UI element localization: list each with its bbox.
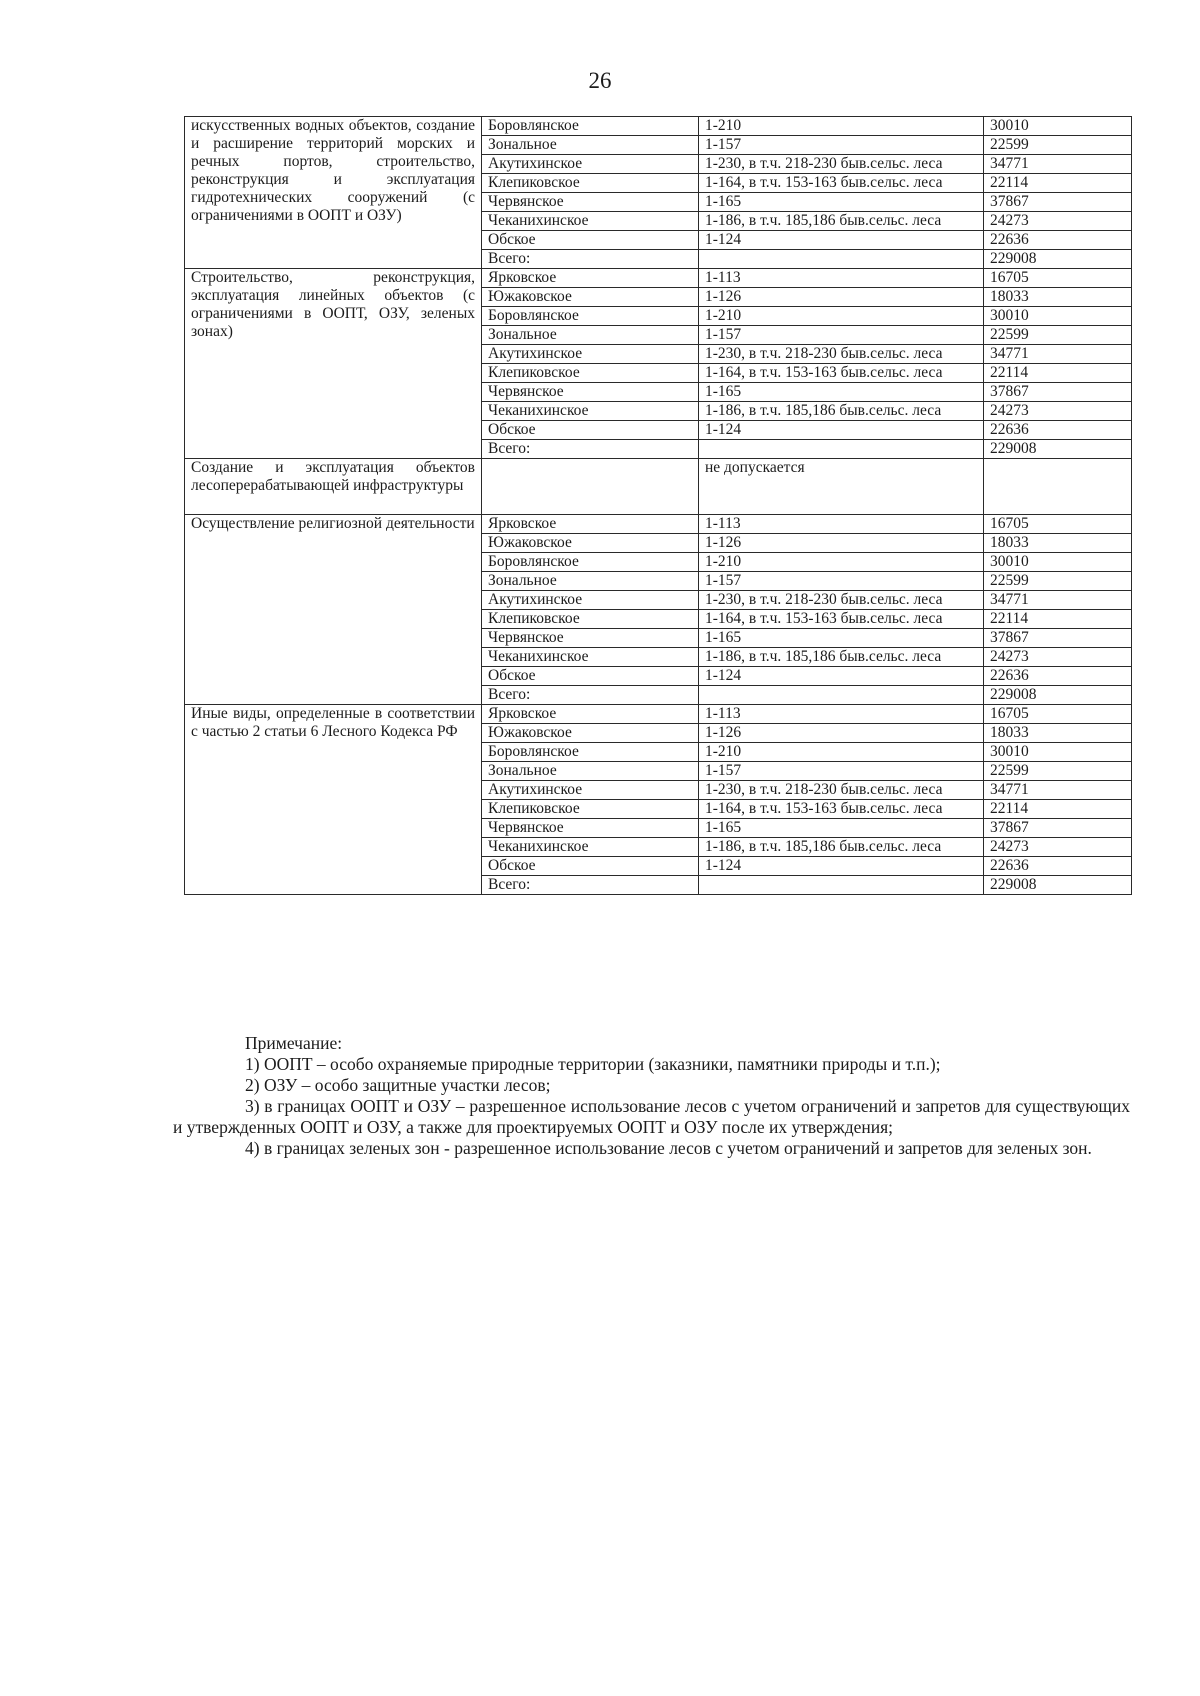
area-cell: 16705 bbox=[984, 269, 1132, 288]
quarters-cell: 1-230, в т.ч. 218-230 быв.сельс. леса bbox=[699, 781, 984, 800]
forestry-cell: Клепиковское bbox=[482, 174, 699, 193]
forestry-cell: Чеканихинское bbox=[482, 838, 699, 857]
quarters-cell: 1-157 bbox=[699, 136, 984, 155]
area-cell: 30010 bbox=[984, 117, 1132, 136]
purpose-cell: Создание и эксплуатация объектов лесоперерабатывающей инфраструктуры bbox=[185, 459, 482, 515]
quarters-cell: 1-165 bbox=[699, 819, 984, 838]
forestry-cell: Акутихинское bbox=[482, 591, 699, 610]
quarters-cell: 1-210 bbox=[699, 553, 984, 572]
area-cell: 30010 bbox=[984, 743, 1132, 762]
forestry-cell: Чеканихинское bbox=[482, 212, 699, 231]
forestry-cell: Зональное bbox=[482, 326, 699, 345]
quarters-cell: 1-126 bbox=[699, 724, 984, 743]
forestry-cell: Ярковское bbox=[482, 705, 699, 724]
quarters-cell: 1-124 bbox=[699, 231, 984, 250]
forestry-cell: Обское bbox=[482, 857, 699, 876]
area-cell: 18033 bbox=[984, 724, 1132, 743]
forestry-cell bbox=[482, 459, 699, 515]
forestry-cell: Червянское bbox=[482, 193, 699, 212]
forestry-cell: Обское bbox=[482, 421, 699, 440]
table-row bbox=[185, 269, 1132, 288]
quarters-cell: 1-210 bbox=[699, 117, 984, 136]
forestry-cell: Южаковское bbox=[482, 724, 699, 743]
quarters-cell: 1-124 bbox=[699, 857, 984, 876]
area-cell: 24273 bbox=[984, 402, 1132, 421]
notes-block bbox=[173, 1033, 1130, 1159]
quarters-cell bbox=[699, 876, 984, 895]
area-cell: 22599 bbox=[984, 572, 1132, 591]
forestry-cell: Боровлянское bbox=[482, 307, 699, 326]
quarters-cell: 1-164, в т.ч. 153-163 быв.сельс. леса bbox=[699, 174, 984, 193]
note-item: 1) ООПТ – особо охраняемые природные территории (заказники, памятники природы и т.п.); bbox=[245, 1054, 941, 1074]
notes-heading: Примечание: bbox=[245, 1033, 343, 1053]
quarters-cell: 1-165 bbox=[699, 383, 984, 402]
quarters-cell: 1-157 bbox=[699, 572, 984, 591]
area-cell: 22114 bbox=[984, 800, 1132, 819]
quarters-cell: 1-230, в т.ч. 218-230 быв.сельс. леса bbox=[699, 345, 984, 364]
area-cell bbox=[984, 459, 1132, 515]
forestry-cell: Чеканихинское bbox=[482, 648, 699, 667]
forestry-cell: Ярковское bbox=[482, 515, 699, 534]
forestry-cell: Акутихинское bbox=[482, 781, 699, 800]
area-cell: 22114 bbox=[984, 174, 1132, 193]
forestry-cell: Акутихинское bbox=[482, 345, 699, 364]
quarters-cell: 1-186, в т.ч. 185,186 быв.сельс. леса bbox=[699, 212, 984, 231]
area-cell: 37867 bbox=[984, 193, 1132, 212]
forestry-cell: Обское bbox=[482, 231, 699, 250]
quarters-cell: 1-113 bbox=[699, 515, 984, 534]
forestry-cell: Ярковское bbox=[482, 269, 699, 288]
area-cell: 30010 bbox=[984, 553, 1132, 572]
forestry-cell: Клепиковское bbox=[482, 800, 699, 819]
area-cell: 37867 bbox=[984, 819, 1132, 838]
quarters-cell: 1-165 bbox=[699, 629, 984, 648]
forestry-cell: Боровлянское bbox=[482, 553, 699, 572]
area-cell: 22636 bbox=[984, 421, 1132, 440]
quarters-cell: 1-124 bbox=[699, 667, 984, 686]
forestry-cell: Всего: bbox=[482, 440, 699, 459]
area-cell: 22636 bbox=[984, 667, 1132, 686]
forestry-cell: Всего: bbox=[482, 250, 699, 269]
area-cell: 229008 bbox=[984, 440, 1132, 459]
table-row bbox=[185, 117, 1132, 136]
quarters-cell bbox=[699, 440, 984, 459]
area-cell: 16705 bbox=[984, 705, 1132, 724]
forestry-cell: Червянское bbox=[482, 629, 699, 648]
area-cell: 37867 bbox=[984, 383, 1132, 402]
area-cell: 229008 bbox=[984, 686, 1132, 705]
area-cell: 34771 bbox=[984, 781, 1132, 800]
area-cell: 22599 bbox=[984, 762, 1132, 781]
area-cell: 30010 bbox=[984, 307, 1132, 326]
quarters-cell: не допускается bbox=[699, 459, 984, 515]
table-row bbox=[185, 705, 1132, 724]
quarters-cell: 1-164, в т.ч. 153-163 быв.сельс. леса bbox=[699, 364, 984, 383]
area-cell: 229008 bbox=[984, 876, 1132, 895]
note-item: 2) ОЗУ – особо защитные участки лесов; bbox=[245, 1075, 551, 1095]
quarters-cell: 1-230, в т.ч. 218-230 быв.сельс. леса bbox=[699, 591, 984, 610]
area-cell: 24273 bbox=[984, 838, 1132, 857]
table-row bbox=[185, 459, 1132, 515]
quarters-cell: 1-164, в т.ч. 153-163 быв.сельс. леса bbox=[699, 800, 984, 819]
quarters-cell: 1-186, в т.ч. 185,186 быв.сельс. леса bbox=[699, 402, 984, 421]
quarters-cell: 1-157 bbox=[699, 762, 984, 781]
forestry-cell: Чеканихинское bbox=[482, 402, 699, 421]
forestry-cell: Клепиковское bbox=[482, 364, 699, 383]
area-cell: 22636 bbox=[984, 857, 1132, 876]
area-cell: 34771 bbox=[984, 345, 1132, 364]
forest-use-table bbox=[184, 116, 1132, 895]
note-item: 4) в границах зеленых зон - разрешенное использование лесов с учетом ограничений и запретов для зеленых зон. bbox=[245, 1138, 1092, 1158]
quarters-cell: 1-124 bbox=[699, 421, 984, 440]
area-cell: 34771 bbox=[984, 155, 1132, 174]
forestry-cell: Боровлянское bbox=[482, 117, 699, 136]
area-cell: 22636 bbox=[984, 231, 1132, 250]
area-cell: 24273 bbox=[984, 212, 1132, 231]
quarters-cell: 1-126 bbox=[699, 534, 984, 553]
forestry-cell: Зональное bbox=[482, 762, 699, 781]
forestry-cell: Всего: bbox=[482, 876, 699, 895]
forestry-cell: Боровлянское bbox=[482, 743, 699, 762]
forestry-cell: Червянское bbox=[482, 383, 699, 402]
quarters-cell: 1-113 bbox=[699, 269, 984, 288]
forestry-cell: Акутихинское bbox=[482, 155, 699, 174]
quarters-cell: 1-165 bbox=[699, 193, 984, 212]
quarters-cell bbox=[699, 250, 984, 269]
area-cell: 18033 bbox=[984, 288, 1132, 307]
purpose-cell: искусственных водных объектов, создание и расширение территорий морских и речных портов, строительство, реконструкция и эксплуатация гидротехнических сооружений (с ограничениями в ООПТ и ОЗУ) bbox=[185, 117, 482, 269]
quarters-cell: 1-113 bbox=[699, 705, 984, 724]
forestry-cell: Зональное bbox=[482, 136, 699, 155]
quarters-cell bbox=[699, 686, 984, 705]
area-cell: 18033 bbox=[984, 534, 1132, 553]
area-cell: 34771 bbox=[984, 591, 1132, 610]
purpose-cell: Строительство, реконструкция, эксплуатация линейных объектов (с ограничениями в ООПТ, ОЗУ, зеленых зонах) bbox=[185, 269, 482, 459]
area-cell: 22114 bbox=[984, 364, 1132, 383]
purpose-cell: Осуществление религиозной деятельности bbox=[185, 515, 482, 705]
forestry-cell: Всего: bbox=[482, 686, 699, 705]
forestry-cell: Обское bbox=[482, 667, 699, 686]
area-cell: 16705 bbox=[984, 515, 1132, 534]
page-number: 26 bbox=[588, 68, 612, 93]
quarters-cell: 1-186, в т.ч. 185,186 быв.сельс. леса bbox=[699, 838, 984, 857]
table-row bbox=[185, 515, 1132, 534]
forestry-cell: Зональное bbox=[482, 572, 699, 591]
area-cell: 22599 bbox=[984, 326, 1132, 345]
forestry-cell: Южаковское bbox=[482, 288, 699, 307]
area-cell: 229008 bbox=[984, 250, 1132, 269]
area-cell: 37867 bbox=[984, 629, 1132, 648]
forestry-cell: Южаковское bbox=[482, 534, 699, 553]
area-cell: 24273 bbox=[984, 648, 1132, 667]
area-cell: 22114 bbox=[984, 610, 1132, 629]
quarters-cell: 1-126 bbox=[699, 288, 984, 307]
area-cell: 22599 bbox=[984, 136, 1132, 155]
quarters-cell: 1-157 bbox=[699, 326, 984, 345]
table-body bbox=[185, 117, 1132, 895]
note-item: 3) в границах ООПТ и ОЗУ – разрешенное использование лесов с учетом ограничений и запретов для существующих и утвержденных ООПТ и ОЗУ, а также для проектируемых ООПТ и ОЗУ после их утверждения; bbox=[173, 1096, 1130, 1137]
quarters-cell: 1-186, в т.ч. 185,186 быв.сельс. леса bbox=[699, 648, 984, 667]
quarters-cell: 1-210 bbox=[699, 743, 984, 762]
quarters-cell: 1-230, в т.ч. 218-230 быв.сельс. леса bbox=[699, 155, 984, 174]
quarters-cell: 1-210 bbox=[699, 307, 984, 326]
forestry-cell: Клепиковское bbox=[482, 610, 699, 629]
purpose-cell: Иные виды, определенные в соответствии с частью 2 статьи 6 Лесного Кодекса РФ bbox=[185, 705, 482, 895]
forestry-cell: Червянское bbox=[482, 819, 699, 838]
quarters-cell: 1-164, в т.ч. 153-163 быв.сельс. леса bbox=[699, 610, 984, 629]
